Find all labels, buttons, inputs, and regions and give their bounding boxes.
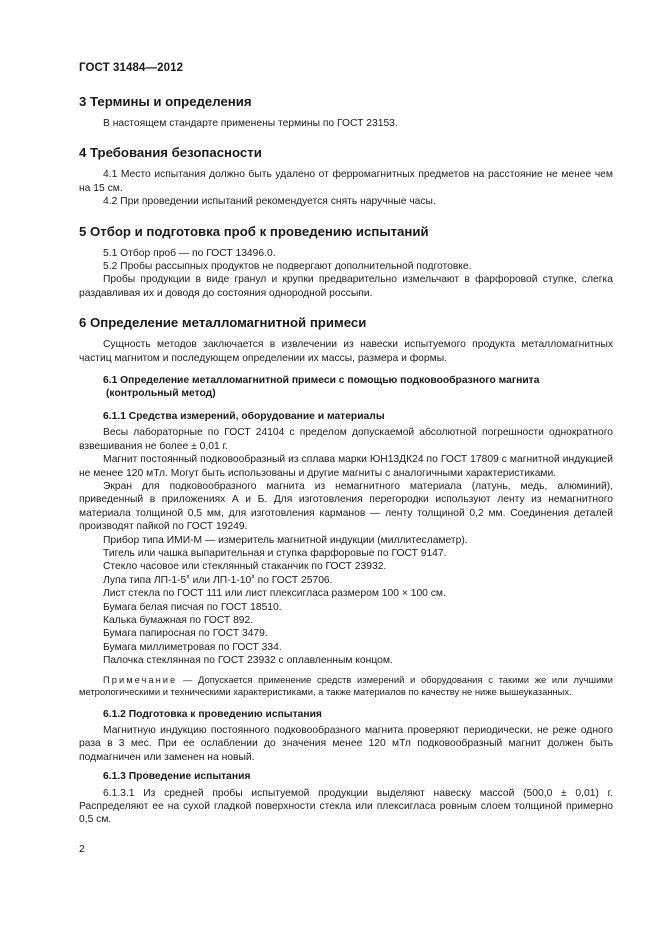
equipment-item: Палочка стеклянная по ГОСТ 23932 с оплавленным концом.	[103, 655, 393, 667]
equipment-item-loupe	[79, 574, 613, 587]
equipment-item: Лист стекла по ГОСТ 111 или лист плексигласа размером 100 × 100 см.	[103, 588, 446, 600]
subsection-6-1-title-line1: 6.1 Определение металломагнитной примеси с помощью подковообразного магнита	[103, 375, 540, 387]
subsection-6-1-title	[79, 374, 613, 401]
section-5-1-paragraph: 5.1 Отбор проб — по ГОСТ 13496.0.	[103, 247, 276, 259]
equipment-item: Бумага миллиметровая по ГОСТ 334.	[103, 641, 282, 653]
section-5-3-paragraph: Пробы продукции в виде гранул и крупки предварительно измельчают в фарфоровой ступке, слегка раздавливая их и доводя до состояния однородной россыпи.	[79, 274, 613, 299]
equipment-item: Прибор типа ИМИ-М — измеритель магнитной индукции (миллитесламетр).	[103, 534, 468, 546]
equipment-item: Весы лабораторные по ГОСТ 24104 с пределом допускаемой абсолютной погрешности однократного взвешивания не более ± 0,01 г.	[79, 427, 613, 452]
equipment-item: Бумага белая писчая по ГОСТ 18510.	[103, 601, 282, 613]
subsection-6-1-title-line2: (контрольный метод)	[106, 388, 216, 400]
equipment-item: Бумага папиросная по ГОСТ 3479.	[103, 628, 268, 640]
note-paragraph	[79, 674, 613, 699]
section-5-2-paragraph: 5.2 Пробы рассыпных продуктов не подвергают дополнительной подготовке.	[103, 261, 472, 273]
subsection-6-1-2-paragraph: Магнитную индукцию постоянного подковообразного магнита проверяют периодически, не реже одного раза в 3 мес. При ее ослаблении до значения менее 120 мТл подковообразный магнит должен быть подмагничен или заменен на новый.	[79, 725, 613, 763]
equipment-item: Калька бумажная по ГОСТ 892.	[103, 614, 254, 626]
page-content	[79, 93, 613, 827]
section-5-title: 5 Отбор и подготовка проб к проведению испытаний	[79, 223, 429, 239]
loupe-text-b: или ЛП-1-10	[189, 574, 252, 586]
equipment-item: Магнит постоянный подковообразный из сплава марки ЮН13ДК24 по ГОСТ 17809 с магнитной индукцией не менее 120 мТл. Могут быть использованы и другие магниты с аналогичными характеристиками.	[79, 454, 613, 479]
section-3-title: 3 Термины и определения	[79, 94, 252, 109]
section-3-paragraph: В настоящем стандарте применены термины по ГОСТ 23153.	[103, 118, 398, 129]
note-text: — Допускается применение средств измерений и оборудования с такими же или лучшими метрологическими и техническими характеристиками, а также материалов по качеству не ниже вышеуказанных.	[79, 673, 613, 698]
subsection-6-1-1-title: 6.1.1 Средства измерений, оборудование и материалы	[103, 410, 385, 422]
subsection-6-1-3-title: 6.1.3 Проведение испытания	[103, 771, 251, 783]
document-code: ГОСТ 31484—2012	[79, 62, 184, 74]
section-4-1-paragraph: 4.1 Место испытания должно быть удалено от ферромагнитных предметов на расстояние не менее чем на 15 см.	[79, 169, 613, 194]
subsection-6-1-3-1-paragraph: 6.1.3.1 Из средней пробы испытуемой продукции выделяют навеску массой (500,0 ± 0,01) г. Распределяют ее на сухой гладкой поверхности стекла или плексигласа ровным слоем толщиной примерно 0,5 см.	[79, 787, 613, 826]
note-label: Примечание	[103, 673, 178, 685]
loupe-text-a: Лупа типа ЛП-1-5	[103, 574, 187, 586]
superscript-x: х	[251, 573, 255, 581]
superscript-x: х	[186, 573, 190, 581]
equipment-item: Стекло часовое или стеклянный стаканчик по ГОСТ 23932.	[103, 561, 387, 573]
loupe-text-c: по ГОСТ 25706.	[254, 574, 333, 586]
equipment-item: Тигель или чашка выпарительная и ступка фарфоровые по ГОСТ 9147.	[103, 547, 447, 559]
section-4-title: 4 Требования безопасности	[79, 145, 262, 161]
section-6-intro-paragraph: Сущность методов заключается в извлечении из навески испытуемого продукта металломагнитных частиц магнитом и последующем определении их массы, размера и формы.	[79, 339, 613, 364]
subsection-6-1-2-title: 6.1.2 Подготовка к проведению испытания	[103, 708, 322, 720]
page-number: 2	[79, 843, 85, 855]
equipment-item: Экран для подковообразного магнита из немагнитного материала (латунь, медь, алюминий), приведенный в приложениях А и Б. Для изготовления перегородки используют ленту из немагнитного материала толщиной 0,5 мм, для изготовления карманов — ленту толщиной 0,2 мм. Соединения деталей производят пайкой по ГОСТ 19249.	[79, 480, 613, 533]
section-6-title: 6 Определение металломагнитной примеси	[79, 315, 367, 331]
section-4-2-paragraph: 4.2 При проведении испытаний рекомендуется снять наручные часы.	[103, 196, 436, 208]
